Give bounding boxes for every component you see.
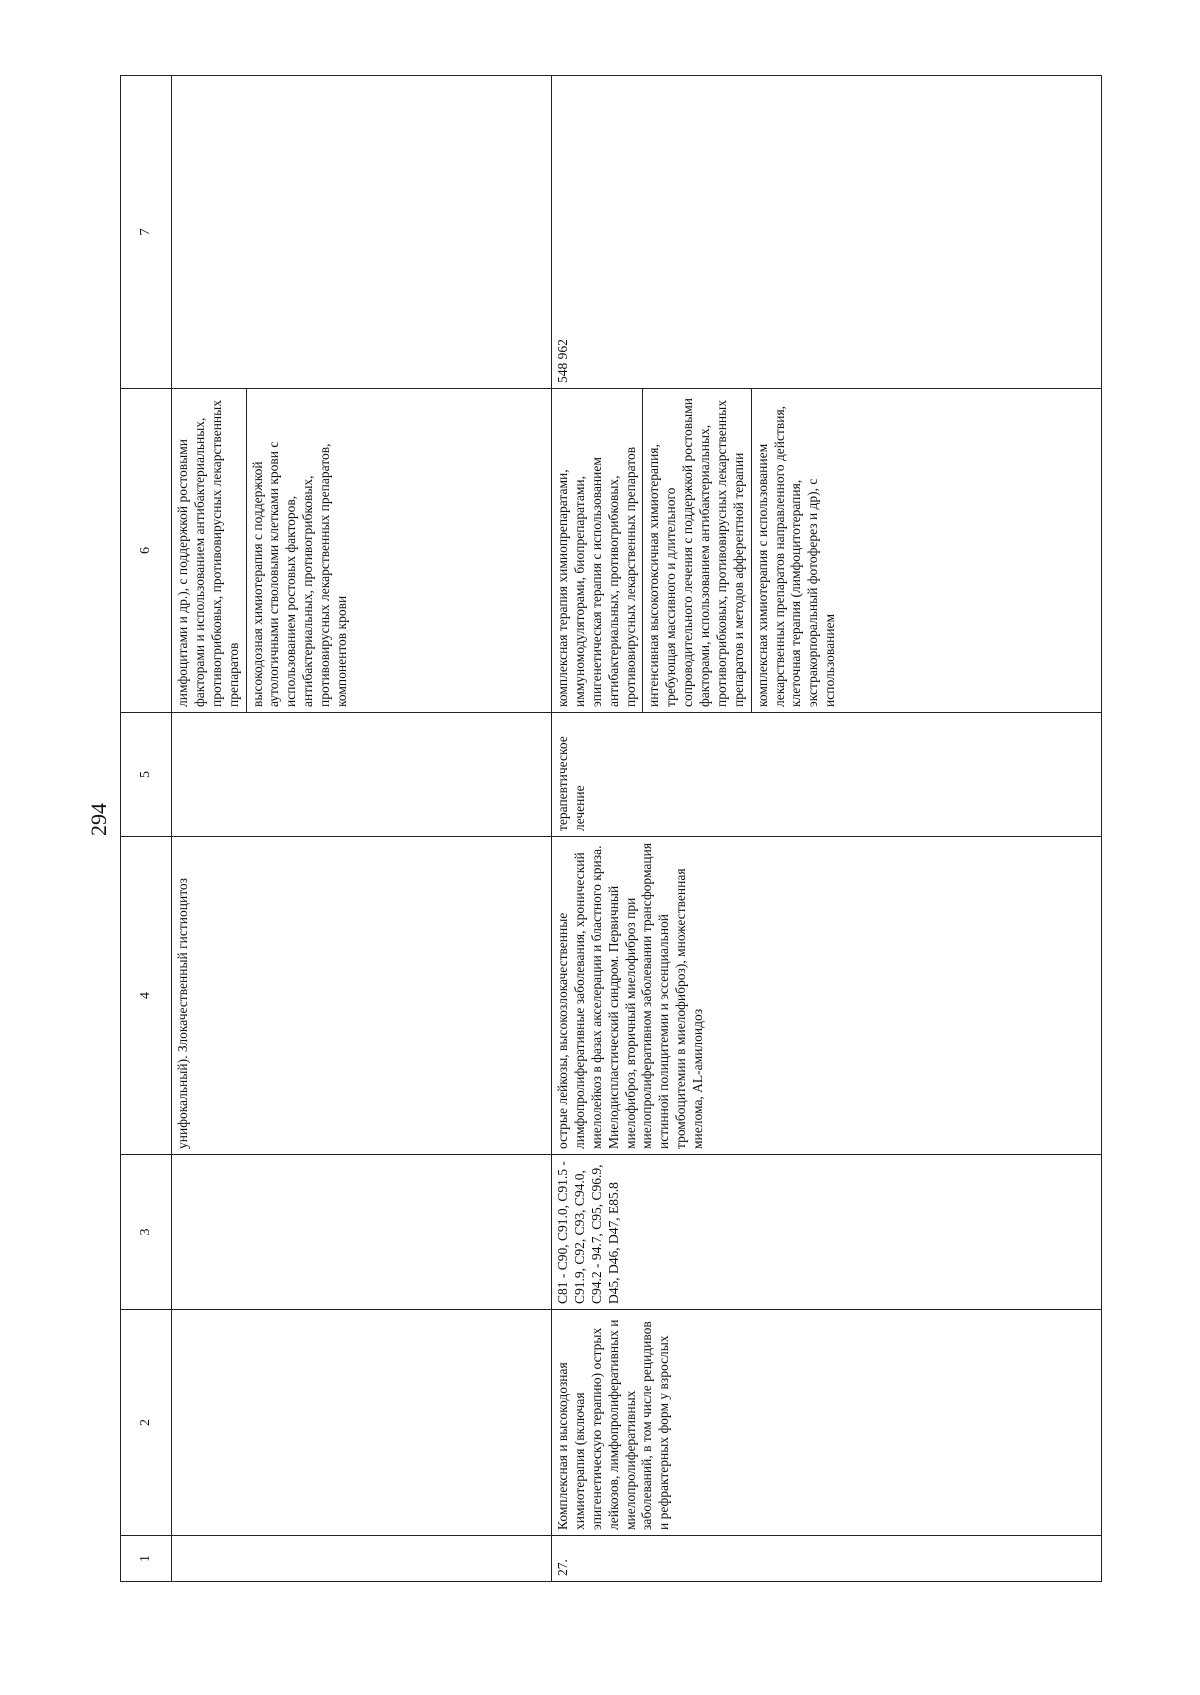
treatment-table [120, 75, 1102, 1582]
page-number: 294 [86, 803, 111, 836]
method-item: комплексная терапия химиопрепаратами, иммуномодуляторами, биопрепаратами, эпигенетическая терапия с использованием антибактериальных, противогрибковых, противовирусных лекарственных препаратов [552, 389, 643, 712]
method-item: интенсивная высокотоксичная химиотерапия, требующая массивного и длительного сопроводительного лечения с поддержкой ростовыми факторами, использованием антибактериальных, противогрибковых, противовирусных лекарственных препаратов и методов афферентной терапии [643, 389, 751, 712]
method-item: комплексная химиотерапия с использованием лекарственных препаратов направленного действия, клеточная терапия (лимфоцитотерапия, экстракорпоральный фотоферез и др), с использованием [754, 405, 838, 707]
cell-diagnosis: острые лейкозы, высокозлокачественные лимфопролиферативные заболевания, хронический миелолейкоз в фазах акселерации и бластного криза. Миелодиспластический синдром. Первичный миелофиброз, вторичный миелофиброз при миелопролиферативном заболевании трансформация истинной полицитемии и эссенциальной тромбоцитемии в миелофиброз), множественная миелома, AL-амилоидоз [552, 837, 1102, 1155]
cell-diagnosis: унифокальный). Злокачественный гистиоцитоз [172, 837, 552, 1155]
col-header-3: 3 [121, 1155, 172, 1310]
header-row [121, 76, 172, 1582]
cell-name [172, 1310, 552, 1536]
cell-treatment-type: терапевтическое лечение [552, 713, 1102, 837]
col-header-1: 1 [121, 1536, 172, 1582]
cell-methods [552, 389, 1102, 713]
cell-codes [172, 1155, 552, 1310]
cell-methods [172, 389, 552, 713]
cell-name: Комплексная и высокодозная химиотерапия (включая эпигенетическую терапию) острых лейкозов, лимфопролиферативных и миелопролиферативных заболеваний, в том числе рецидивов и рефрактерных форм у взрослых [552, 1310, 1102, 1536]
col-header-2: 2 [121, 1310, 172, 1536]
cell-cost [172, 76, 552, 389]
col-header-7: 7 [121, 76, 172, 389]
table-row-27 [552, 76, 1102, 1582]
method-item: лимфоцитами и др.), с поддержкой ростовыми факторами и использованием антибактериальных, противогрибковых, противовирусных лекарственных препаратов [172, 389, 247, 712]
cell-cost: 548 962 [552, 76, 1102, 389]
cell-treatment-type [172, 713, 552, 837]
col-header-5: 5 [121, 713, 172, 837]
cell-codes: C81 - C90, C91.0, C91.5 - C91.9, C92, C93, C94.0, C94.2 - 94.7, C95, C96.9, D45, D46, D47, E85.8 [552, 1155, 1102, 1310]
col-header-6: 6 [121, 389, 172, 713]
col-header-4: 4 [121, 837, 172, 1155]
cell-num: 27. [552, 1536, 1102, 1582]
cell-num [172, 1536, 552, 1582]
rotated-table-wrapper [120, 76, 1102, 1582]
method-item: высокодозная химиотерапия с поддержкой аутологичными стволовыми клетками крови с использованием ростовых факторов, антибактериальных, противогрибковых, противовирусных лекарственных препаратов, компонентов крови [249, 441, 349, 707]
table-row-continuation [172, 76, 552, 1582]
